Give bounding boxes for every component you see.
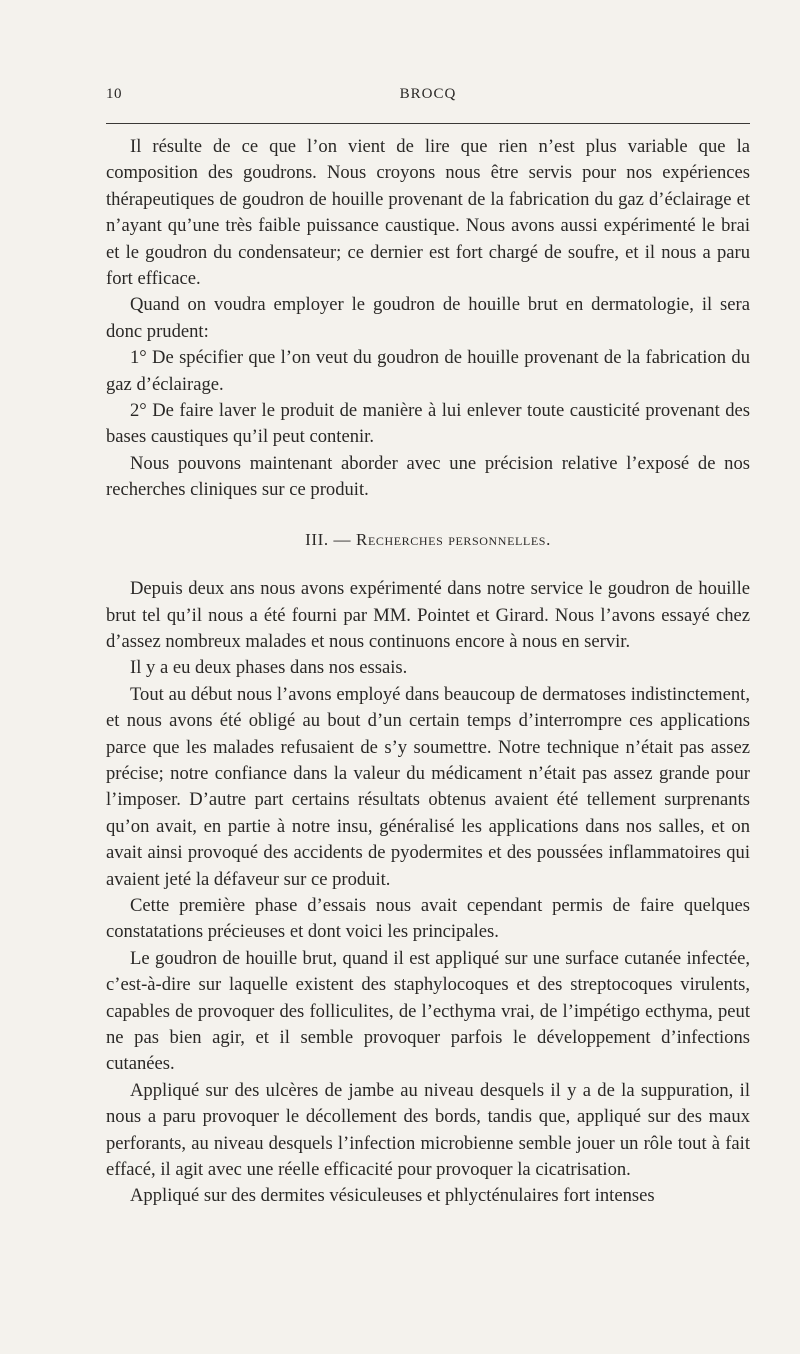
paragraph: Nous pouvons maintenant aborder avec une précision relative l’exposé de nos recherches cliniques sur ce produit.: [106, 452, 750, 501]
section-heading: [106, 527, 750, 553]
page-number: 10: [106, 86, 122, 102]
paragraph: Il y a eu deux phases dans nos essais.: [130, 657, 408, 679]
section-number: III. —: [305, 529, 356, 549]
page-header: [106, 84, 750, 108]
running-head: BROCQ: [399, 86, 457, 102]
paragraph: Depuis deux ans nous avons expérimenté dans notre service le goudron de houille brut tel qu’il nous a été fourni par MM. Pointet et Girard. Nous l’avons essayé chez d’assez nombreux malades et nous continuons encore à nous en servir.: [106, 578, 750, 652]
paragraph: Appliqué sur des ulcères de jambe au niveau desquels il y a de la suppuration, il nous a paru provoquer le décollement des bords, tandis que, appliqué sur des maux perforants, au niveau desquels l’infection microbienne semble jouer un rôle tout à fait effacé, il agit avec une réelle efficacité pour provoquer la cicatrisation.: [106, 1079, 750, 1181]
paragraph: Il résulte de ce que l’on vient de lire que rien n’est plus variable que la composition des goudrons. Nous croyons nous être servis pour nos expériences thérapeutiques de goudron de houille provenant de la fabrication du gaz d’éclairage et n’ayant qu’une très faible puissance caustique. Nous avons aussi expérimenté le brai et le goudron du condensateur; ce dernier est fort chargé de soufre, et il nous a paru fort efficace.: [106, 136, 750, 290]
body-text: [106, 134, 750, 1210]
paragraph: Le goudron de houille brut, quand il est appliqué sur une surface cutanée infectée, c’est-à-dire sur laquelle existent des staphylocoques et des streptocoques virulents, capables de provoquer des folliculites, de l’ecthyma vrai, de l’impétigo ecthyma, peut ne pas bien agir, et il semble provoquer parfois le développement d’infections cutanées.: [106, 947, 750, 1075]
section-title: Recherches personnelles.: [356, 529, 551, 549]
header-rule: [106, 123, 750, 124]
paragraph: Tout au début nous l’avons employé dans beaucoup de dermatoses indistinctement, et nous avons été obligé au bout d’un certain temps d’interrompre ces applications parce que les malades refusaient de s’y soumettre. Notre technique n’était pas assez précise; notre confiance dans la valeur du médicament n’était pas assez grande pour l’imposer. D’autre part certains résultats obtenus avaient été tellement surprenants qu’on avait, en partie à notre insu, généralisé les applications dans nos salles, et on avait ainsi provoqué des accidents de pyodermites et des poussées inflammatoires qui avaient jeté la défaveur sur ce produit.: [106, 683, 750, 890]
paragraph: Cette première phase d’essais nous avait cependant permis de faire quelques constatations précieuses et dont voici les principales.: [106, 894, 750, 943]
paragraph: Appliqué sur des dermites vésiculeuses et phlycténulaires fort intenses: [130, 1185, 655, 1207]
paragraph: Quand on voudra employer le goudron de houille brut en dermatologie, il sera donc prudent:: [106, 294, 750, 342]
list-item: 2° De faire laver le produit de manière à lui enlever toute causticité provenant des bases caustiques qu’il peut contenir.: [106, 400, 750, 448]
list-item: 1° De spécifier que l’on veut du goudron de houille provenant de la fabrication du gaz d’éclairage.: [106, 347, 750, 395]
